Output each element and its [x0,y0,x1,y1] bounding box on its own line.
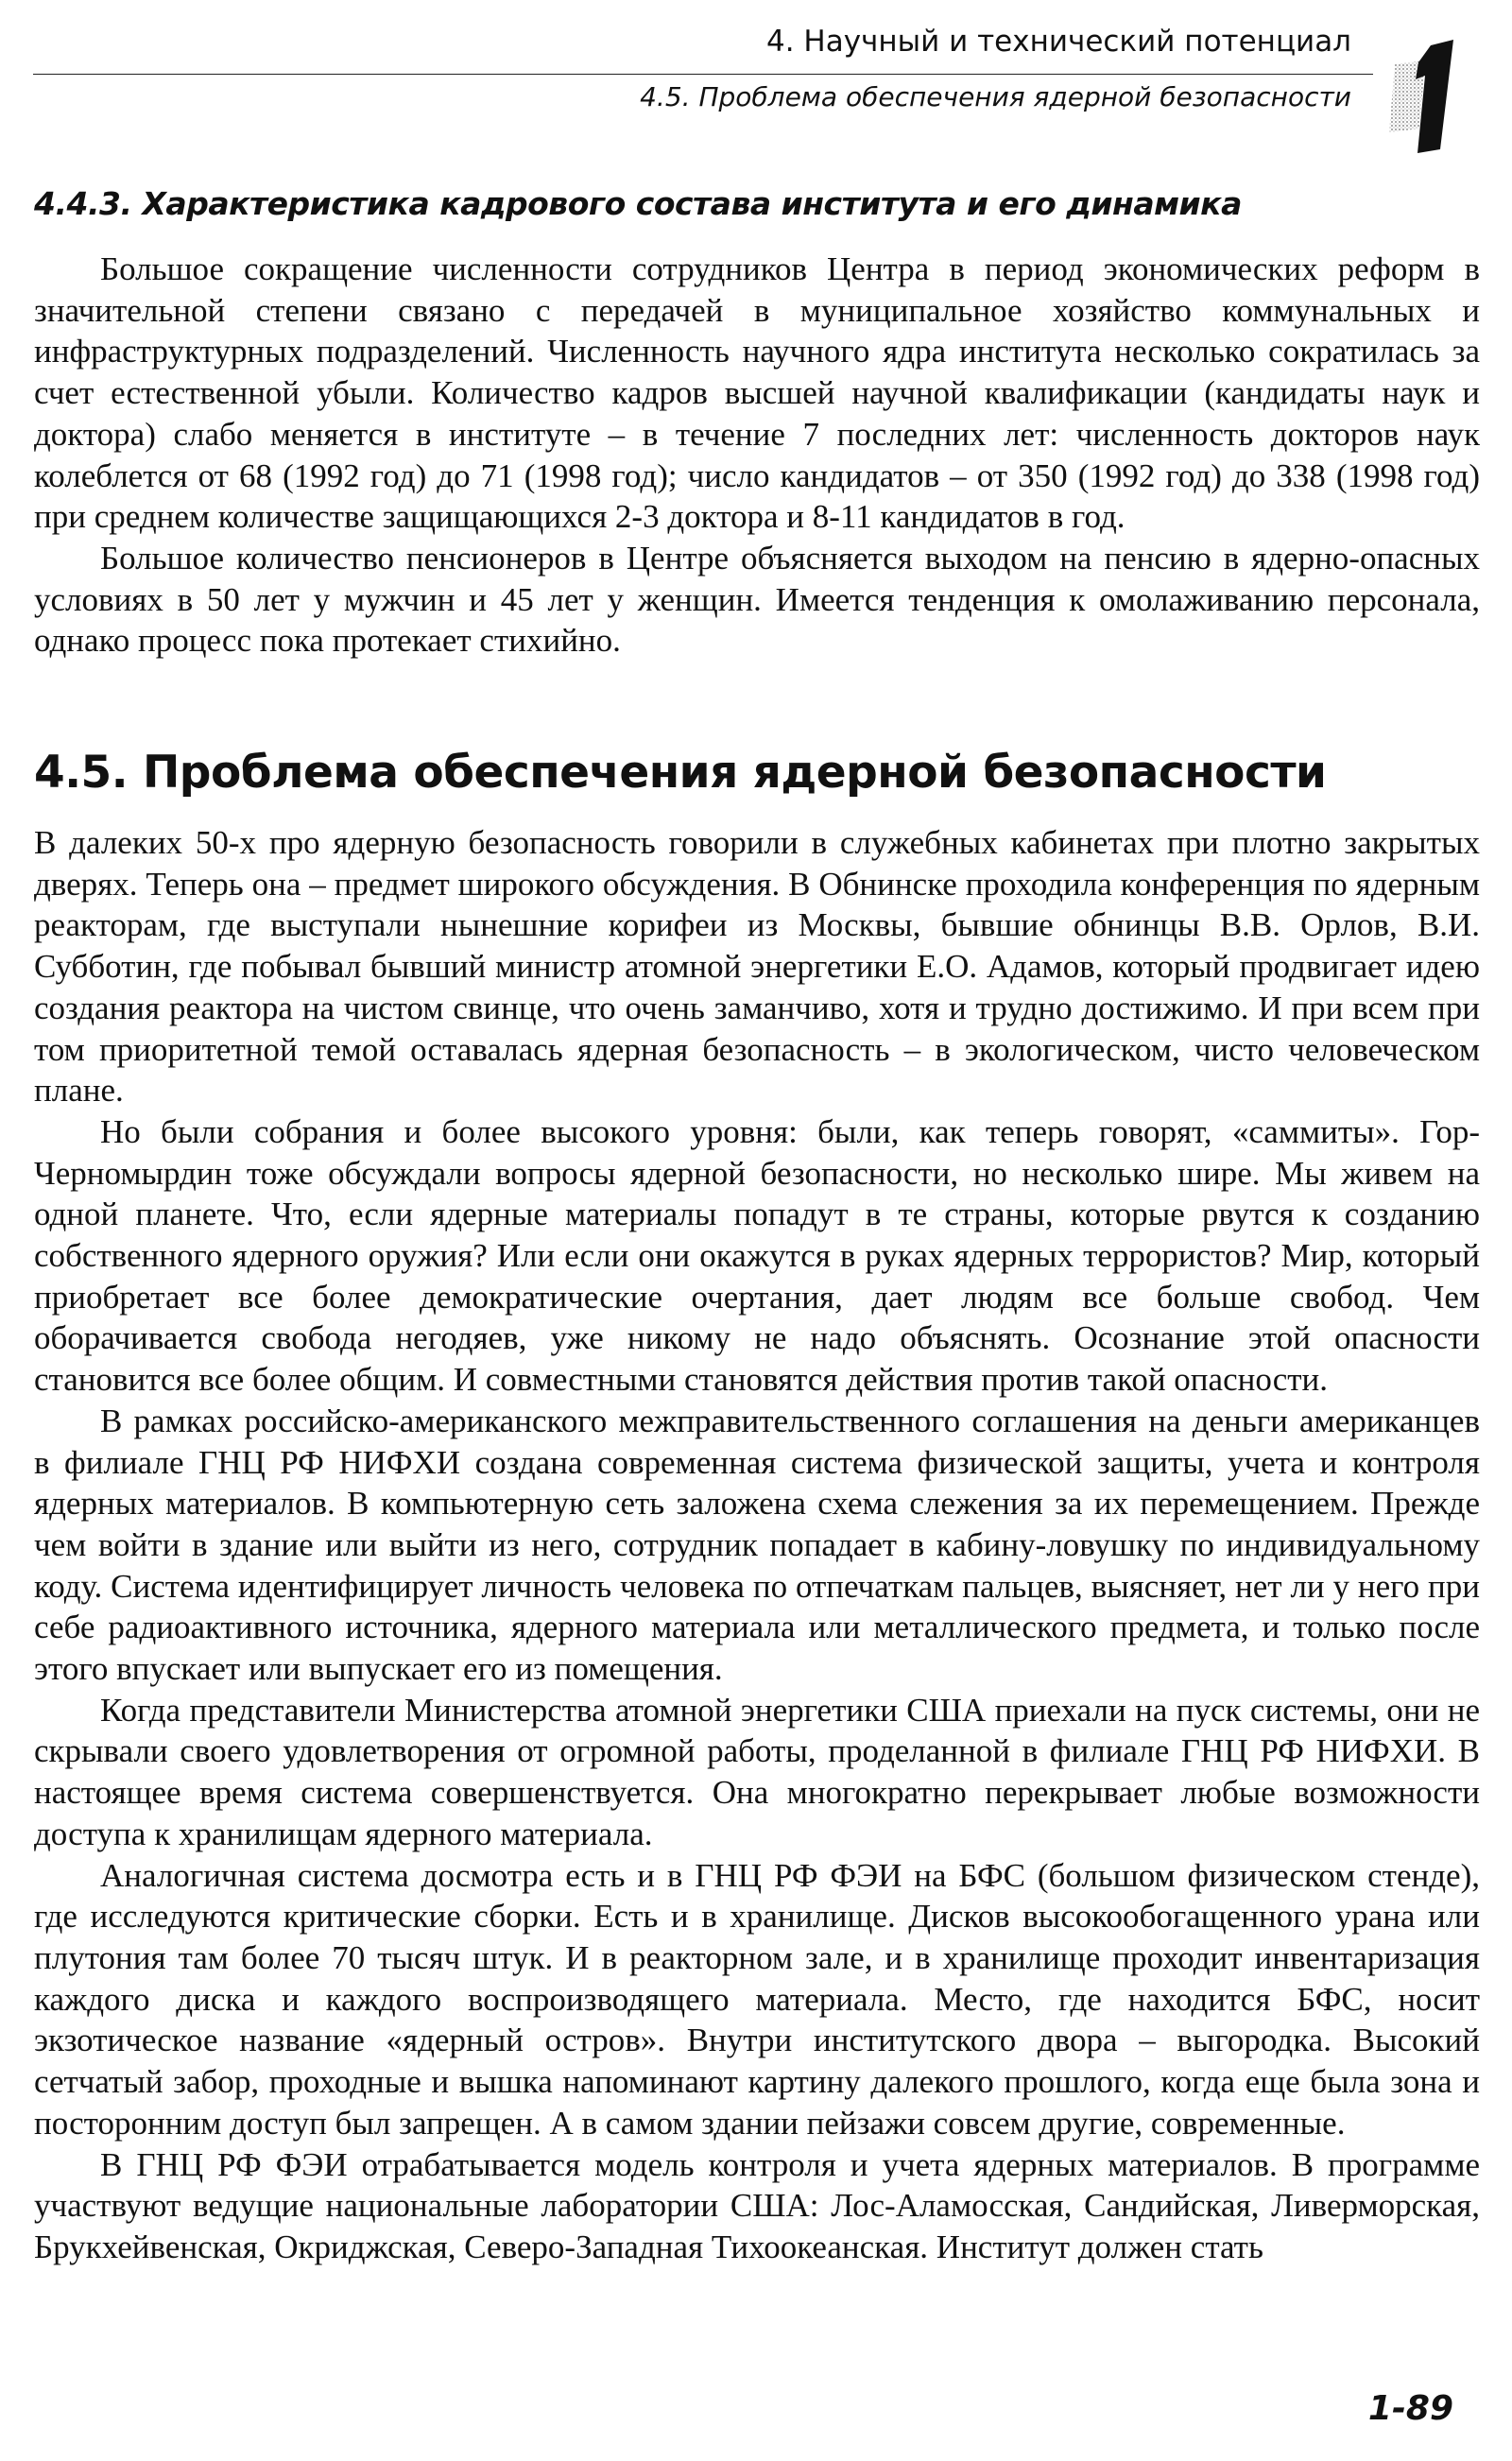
header-rule [33,74,1373,75]
paragraph: В ГНЦ РФ ФЭИ отрабатывается модель контроля и учета ядерных материалов. В программе участвуют ведущие национальные лаборатории США: Лос-Аламосская, Сандийская, Ливерморская, Брукхейвенская, Окриджская, Северо-Западная Тихоокеанская. Институт должен стать [34,2145,1480,2265]
running-header-chapter: 4. Научный и технический потенциал [765,25,1351,59]
paragraph: Но были собрания и более высокого уровня: были, как теперь говорят, «саммиты». Гор-Черномырдин тоже обсуждали вопросы ядерной безопасности, но несколько шире. Мы живем на одной планете. Что, если ядерные материалы попадут в те страны, которые рвутся к созданию собственного ядерного оружия? Или если они окажутся в руках ядерных террористов? Мир, который приобретает все более демократические очертания, дает людям все больше свобод. Чем оборачивается свобода негодяев, уже никому не надо объяснять. Осознание этой опасности становится все более общим. И совместными становятся действия против такой опасности. [34,1112,1480,1399]
paragraph: Аналогичная система досмотра есть и в ГНЦ РФ ФЭИ на БФС (большом физическом стенде), где исследуются критические сборки. Есть и в хранилище. Дисков высокообогащенного урана или плутония там более 70 тысяч штук. И в реакторном зале, и в хранилище проходит инвентаризация каждого диска и каждого воспроизводящего материала. Место, где находится БФС, носит экзотическое название «ядерный остров». Внутри институтского двора – выгородка. Высокий сетчатый забор, проходные и вышка напоминают картину далекого прошлого, когда еще была зона и посторонним доступ был запрещен. А в самом здании пейзажи совсем другие, современные. [34,1856,1480,2142]
paragraph: Большое количество пенсионеров в Центре объясняется выходом на пенсию в ядерно-опасных условиях в 50 лет у мужчин и 45 лет у женщин. Имеется тенденция к омолаживанию персонала, однако процесс пока протекает стихийно. [34,539,1480,660]
section-heading: 4.5. Проблема обеспечения ядерной безопасности [34,747,1327,799]
part-marker-icon [1387,38,1461,156]
paragraph: В рамках российско-американского межправительственного соглашения на деньги американцев в филиале ГНЦ РФ НИФХИ создана современная система физической защиты, учета и контроля ядерных материалов. В компьютерную сеть заложена схема слежения за их перемещением. Прежде чем войти в здание или выйти из него, сотрудник попадает в кабину-ловушку по индивидуальному коду. Система идентифицирует личность человека по отпечаткам пальцев, выясняет, нет ли у него при себе радиоактивного источника, ядерного материала или металлического предмета, и только после этого впускает или выпускает его из помещения. [34,1402,1480,1688]
subsection-body [34,249,1480,662]
paragraph: Большое сокращение численности сотрудников Центра в период экономических реформ в значительной степени связано с передачей в муниципальное хозяйство коммунальных и инфраструктурных подразделений. Численность научного ядра института несколько сократилась за счет естественной убыли. Количество кадров высшей научной квалификации (кандидаты наук и доктора) слабо меняется в институте – в течение 7 последних лет: численность докторов наук колеблется от 68 (1992 год) до 71 (1998 год); число кандидатов – от 350 (1992 год) до 338 (1998 год) при среднем количестве защищающихся 2-3 доктора и 8-11 кандидатов в год. [34,250,1480,536]
paragraph: Когда представители Министерства атомной энергетики США приехали на пуск системы, они не скрывали своего удовлетворения от огромной работы, проделанной в филиале ГНЦ РФ НИФХИ. В настоящее время система совершенствуется. Она многократно перекрывает любые возможности доступа к хранилищам ядерного материала. [34,1691,1480,1852]
page-number: 1-89 [1367,2389,1453,2428]
section-body [34,822,1480,2268]
subsection-heading: 4.4.3. Характеристика кадрового состава института и его динамика [34,185,1242,222]
running-header-section: 4.5. Проблема обеспечения ядерной безопасности [640,81,1351,112]
paragraph: В далеких 50-х про ядерную безопасность говорили в служебных кабинетах при плотно закрытых дверях. Теперь она – предмет широкого обсуждения. В Обнинске проходила конференция по ядерным реакторам, где выступали нынешние корифеи из Москвы, бывшие обнинцы В.В. Орлов, В.И. Субботин, где побывал бывший министр атомной энергетики Е.О. Адамов, который продвигает идею создания реактора на чистом свинце, что очень заманчиво, хотя и трудно достижимо. И при всем при том приоритетной темой оставалась ядерная безопасность – в экологическом, чисто человеческом плане. [34,824,1480,1110]
